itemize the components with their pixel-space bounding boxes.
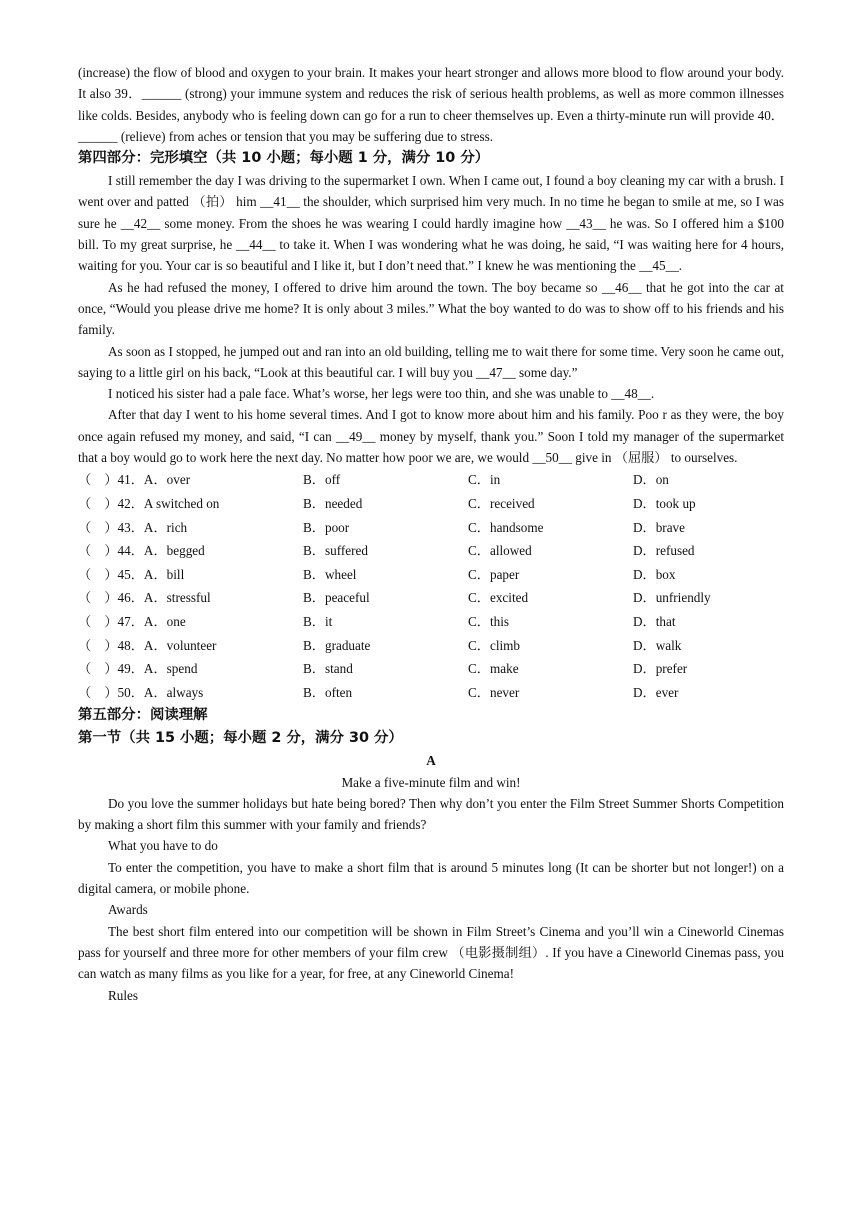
question-row: [78, 516, 784, 540]
cloze-paragraph-3: [78, 341, 784, 384]
option-a[interactable]: （ ）49．A．spend: [78, 661, 198, 677]
option-d[interactable]: D．unfriendly: [633, 590, 711, 606]
option-a[interactable]: （ ）45．A．bill: [78, 566, 185, 582]
option-d[interactable]: D．refused: [633, 543, 695, 559]
text-run: some money. From the shoes he was wearing I could hardly imagine how: [160, 215, 567, 231]
option-c[interactable]: C．climb: [468, 637, 521, 653]
option-c[interactable]: C．never: [468, 684, 520, 700]
option-d[interactable]: D．on: [633, 472, 669, 488]
text-run: some day.”: [515, 364, 578, 380]
option-d[interactable]: D．took up: [633, 495, 696, 511]
text-run: As soon as I stopped, he jumped out and ran into an old building, telling me to wait there for some time. Very soon he came out, saying to a little girl on his back, “Look at this beautiful car. I will buy you: [78, 343, 784, 380]
blank-44: __44__: [236, 237, 276, 253]
option-a[interactable]: （ ）42．A switched on: [78, 495, 220, 511]
text-run: After that day I went to his home several times. And I got to know more about him and his family. Poo r as they were, the boy once again refused my money, and said, “I can: [78, 407, 784, 444]
option-b[interactable]: B．wheel: [303, 566, 357, 582]
option-a[interactable]: （ ）44．A．begged: [78, 543, 205, 559]
option-c[interactable]: C．excited: [468, 590, 529, 606]
option-d[interactable]: D．that: [633, 613, 676, 629]
text-run: he was. So I offered him a $100 bill. To my great surprise, he: [78, 215, 784, 253]
option-b[interactable]: B．often: [303, 684, 353, 700]
question-row: [78, 492, 784, 516]
option-c[interactable]: C．this: [468, 613, 510, 629]
passage-title: Make a five-minute film and win!: [341, 774, 521, 790]
option-a[interactable]: （ ）47．A．one: [78, 613, 186, 629]
option-d[interactable]: D．box: [633, 566, 676, 582]
question-row: [78, 563, 784, 587]
cloze-paragraph-4: [78, 383, 784, 404]
option-d[interactable]: D．ever: [633, 684, 679, 700]
text-run: to take it. When I was wondering what he was doing, he said, “I was waiting here for 4 hours, waiting for you. Your car is so beautiful and I like it, but I don’t need that.” I knew he was mentioning the: [78, 237, 784, 274]
passage-subhead-what-to-do: What you have to do: [108, 838, 218, 854]
option-b[interactable]: B．needed: [303, 495, 363, 511]
text-run: the shoulder, which surprised him very much. In no time he began to smile at me, so I was sure he: [78, 194, 784, 231]
cloze-paragraph-2: [78, 277, 784, 341]
option-b[interactable]: B．it: [303, 613, 333, 629]
text-run: .: [678, 258, 683, 274]
options-list: [78, 468, 784, 704]
section5-subheading: 第一节（共 15 小题；每小题 2 分，满分 30 分）: [78, 730, 403, 747]
text-run: money by myself, thank you.” Soon I told my manager of the supermarket that a boy would go to work here the next day. No matter how poor we are, we would: [78, 428, 784, 466]
section4-heading: 第四部分：完形填空（共 10 小题；每小题 1 分，满分 10 分）: [78, 150, 490, 167]
blank-42: __42__: [120, 215, 161, 231]
option-b[interactable]: B．poor: [303, 519, 350, 535]
passage-label: A: [426, 753, 436, 769]
question-row: [78, 634, 784, 658]
option-c[interactable]: C．make: [468, 661, 519, 677]
option-d[interactable]: D．brave: [633, 519, 685, 535]
intro-paragraph: (increase) the flow of blood and oxygen to your brain. It makes your heart stronger and allows more blood to flow around your body. It also 39．______ (strong) your immune system and reduces the risk of serious health problems, as well as more common illnesses like colds. Besides, anybody who is feeling down can go for a run to cheer themselves up. Even a thirty-minute run will provide 40．______ (relieve) from aches or tension that you may be suffering due to stress.: [78, 65, 784, 144]
blank-49: __49__: [335, 428, 376, 444]
question-row: [78, 468, 784, 492]
blank-43: __43__: [566, 215, 606, 231]
question-row: [78, 586, 784, 610]
option-a[interactable]: （ ）41．A．over: [78, 472, 191, 488]
option-b[interactable]: B．suffered: [303, 543, 368, 559]
passage-paragraph-3: The best short film entered into our competition will be shown in Film Street’s Cinema and you’ll win a Cineworld Cinemas pass for yourself and three more for other members of your film crew （电影摄制组）. If you have a Cineworld Cinemas pass, you can watch as many films as you like for a year, for free, at any Cineworld Cinema!: [78, 923, 784, 982]
text-run: give in （屈服） to ourselves.: [571, 450, 738, 466]
option-c[interactable]: C．allowed: [468, 543, 532, 559]
passage-subhead-awards: Awards: [108, 902, 148, 918]
option-c[interactable]: C．in: [468, 472, 501, 488]
text-run: that he got into the car at once, “Would you please drive me home? It is only about 3 miles.” What the boy wanted to do was to show off to his friends and his family.: [78, 279, 784, 338]
option-d[interactable]: D．prefer: [633, 661, 688, 677]
question-row: [78, 610, 784, 634]
option-d[interactable]: D．walk: [633, 637, 682, 653]
exam-page: [78, 62, 784, 1006]
option-b[interactable]: B．stand: [303, 661, 353, 677]
cloze-paragraph-1: [78, 170, 784, 276]
text-run: As he had refused the money, I offered to drive him around the town. The boy became so: [108, 279, 602, 295]
option-a[interactable]: （ ）48．A．volunteer: [78, 637, 217, 653]
option-b[interactable]: B．graduate: [303, 637, 371, 653]
text-run: I still remember the day I was driving to the supermarket I own. When I came out, I found a boy cleaning my car with a brush. I went over and patted （拍） him: [78, 173, 784, 210]
question-row: [78, 681, 784, 705]
option-c[interactable]: C．received: [468, 495, 535, 511]
passage-paragraph-1: Do you love the summer holidays but hate being bored? Then why don’t you enter the Film Street Summer Shorts Competition by making a short film this summer with your family and friends?: [78, 795, 784, 833]
option-a[interactable]: （ ）46．A．stressful: [78, 590, 211, 606]
text-run: .: [650, 386, 655, 402]
question-row: [78, 539, 784, 563]
passage-paragraph-2: To enter the competition, you have to make a short film that is around 5 minutes long (It can be shorter but not longer!) on a digital camera, or mobile phone.: [78, 859, 784, 897]
blank-50: __50__: [532, 450, 572, 466]
option-a[interactable]: （ ）43．A．rich: [78, 519, 188, 535]
blank-45: __45__: [639, 258, 679, 274]
text-run: I noticed his sister had a pale face. What’s worse, her legs were too thin, and she was unable to: [108, 386, 612, 402]
blank-48: __48__: [611, 386, 651, 402]
passage-subhead-rules: Rules: [108, 987, 139, 1003]
blank-47: __47__: [476, 364, 516, 380]
option-c[interactable]: C．handsome: [468, 519, 544, 535]
blank-46: __46__: [601, 279, 642, 295]
cloze-paragraph-5: [78, 404, 784, 468]
option-b[interactable]: B．peaceful: [303, 590, 370, 606]
section5-heading: 第五部分：阅读理解: [78, 707, 208, 724]
option-c[interactable]: C．paper: [468, 566, 520, 582]
option-a[interactable]: （ ）50．A．always: [78, 684, 204, 700]
option-b[interactable]: B．off: [303, 472, 341, 488]
blank-41: __41__: [260, 194, 300, 210]
question-row: [78, 657, 784, 681]
